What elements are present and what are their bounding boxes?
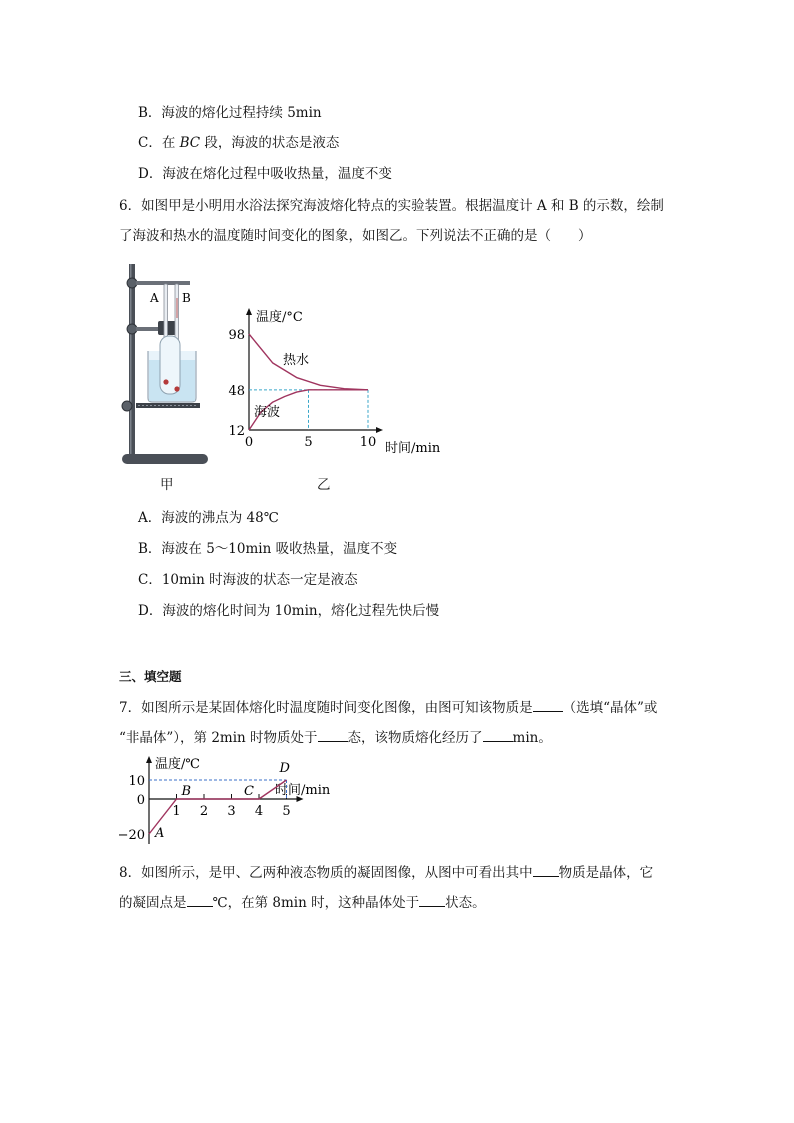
q8-line1 <box>119 862 653 882</box>
x-tick-label: 3 <box>227 804 236 819</box>
y-axis-arrow <box>146 756 152 763</box>
x-tick-label: 5 <box>304 435 313 450</box>
q8-line2-c: 状态。 <box>445 895 486 911</box>
q7-blank-2[interactable] <box>318 727 348 742</box>
q8-line2 <box>119 892 486 912</box>
x-tick-label: 10 <box>359 435 377 450</box>
x-tick-label: 1 <box>172 804 181 819</box>
q5-option-c-prefix: C．在 <box>138 135 180 151</box>
point-label-c: C <box>244 784 254 799</box>
stand-rod <box>129 264 135 460</box>
q6-option-b: B．海波在 5～10min 吸收热量，温度不变 <box>138 541 398 557</box>
y-tick-label: 10 <box>128 774 145 789</box>
mid-clamp-knob <box>127 324 137 334</box>
q6-stem-line2: 了海波和热水的温度随时间变化的图象，如图乙。下列说法不正确的是（ ） <box>119 228 592 244</box>
q7-line2-c: min。 <box>512 730 552 746</box>
apparatus-figure <box>118 258 218 470</box>
x-axis-label: 时间/min <box>275 783 331 798</box>
thermometer-label-b: B <box>182 291 191 305</box>
q7-line2-a: “非晶体”），第 2min 时物质处于 <box>119 730 318 746</box>
y-tick-label: 0 <box>136 793 145 808</box>
q8-line1-a: 8．如图所示，是甲、乙两种液态物质的凝固图像，从图中可看出其中 <box>119 865 533 881</box>
ring-clamp-knob <box>122 401 132 411</box>
mid-clamp-arm <box>136 327 160 331</box>
q8-blank-1[interactable] <box>533 862 559 877</box>
q6-option-d: D．海波的熔化时间为 10min，熔化过程先快后慢 <box>138 603 440 619</box>
section-title: 三、填空题 <box>119 669 182 684</box>
y-axis-label: 温度/℃ <box>155 757 200 772</box>
q7-line2-b: 态，该物质熔化经历了 <box>347 730 483 746</box>
x-tick-label: 2 <box>199 804 209 819</box>
q7-line1-a: 7．如图所示是某固体熔化时温度随时间变化图像，由图可知该物质是 <box>119 700 533 716</box>
q8-blank-2[interactable] <box>187 892 213 907</box>
thermometer-a-bulb <box>163 379 168 384</box>
y-tick-label: 98 <box>228 328 245 343</box>
test-tube <box>160 336 180 394</box>
stand-base <box>122 454 208 464</box>
x-tick-label: 5 <box>282 804 291 819</box>
q8-line2-a: 的凝固点是 <box>119 895 187 911</box>
thermometer-b-bulb <box>174 386 179 391</box>
chart-hot-water-hypo <box>225 300 465 465</box>
point-label-a: A <box>155 826 165 841</box>
x-axis-label: 时间/min <box>385 441 441 456</box>
series-label-hot-water: 热水 <box>283 353 310 368</box>
q7-blank-3[interactable] <box>483 727 513 742</box>
top-clamp-arm <box>136 281 190 285</box>
y-tick-label: −20 <box>117 828 145 843</box>
y-axis-arrow <box>246 308 252 315</box>
chart-melting-curve <box>115 752 365 852</box>
q7-line1 <box>119 697 657 717</box>
q7-blank-1[interactable] <box>533 697 563 712</box>
q7-line2 <box>119 727 552 747</box>
q5-option-c <box>138 134 339 152</box>
q8-blank-3[interactable] <box>419 892 445 907</box>
figure-label-yi: 乙 <box>317 477 331 493</box>
q6-stem-line1: 6．如图甲是小明用水浴法探究海波熔化特点的实验装置。根据温度计 A 和 B 的示数，绘制 <box>119 198 664 214</box>
q8-line1-b: 物质是晶体，它 <box>558 865 654 881</box>
q6-option-a: A．海波的沸点为 48℃ <box>138 510 279 526</box>
series-label-hypo: 海波 <box>254 405 281 420</box>
figure-label-jia: 甲 <box>160 477 174 493</box>
top-clamp-knob <box>127 278 137 288</box>
stand-rod-highlight <box>130 264 132 460</box>
q5-option-c-suffix: 段，海波的状态是液态 <box>200 135 340 151</box>
y-axis-label: 温度/°C <box>256 310 303 325</box>
x-tick-label: 4 <box>254 804 264 819</box>
point-label-b: B <box>181 784 192 799</box>
thermometer-label-a: A <box>150 291 159 305</box>
q8-line2-b: ℃，在第 8min 时，这种晶体处于 <box>212 895 420 911</box>
x-tick-label: 0 <box>244 435 254 450</box>
q5-option-b: B．海波的熔化过程持续 5min <box>138 105 322 121</box>
q7-line1-b: （选填“晶体”或 <box>562 700 658 716</box>
q6-option-c: C．10min 时海波的状态一定是液态 <box>138 572 358 588</box>
q5-option-c-segment: BC <box>179 135 201 151</box>
y-tick-label: 12 <box>228 424 245 439</box>
series-melting <box>149 780 287 834</box>
point-label-d: D <box>279 761 290 776</box>
x-axis-arrow <box>376 427 383 433</box>
y-tick-label: 48 <box>228 383 245 399</box>
q5-option-d: D．海波在熔化过程中吸收热量，温度不变 <box>138 166 392 182</box>
